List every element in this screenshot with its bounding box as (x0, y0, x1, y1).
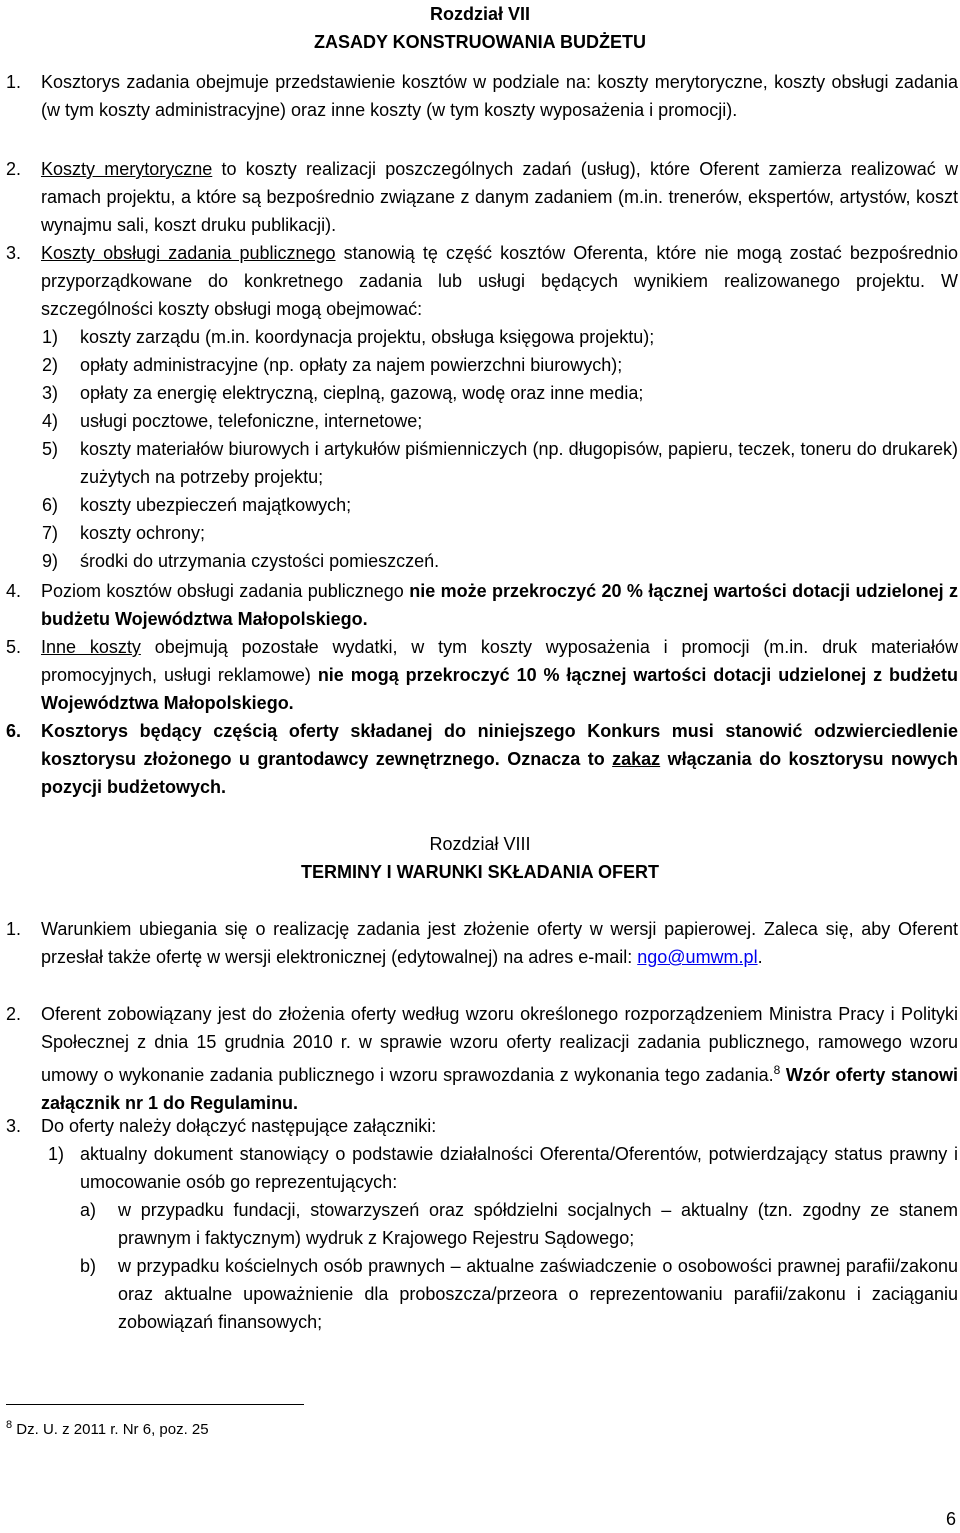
list-item-number: 2) (42, 355, 59, 375)
item-bold-text: nie mogą przekroczyć 10 % łącznej wartości dotacji udzielonej z budżetu Województwa Małopolskiego. (41, 665, 958, 713)
item-text: obejmują pozostałe wydatki, w tym koszty wyposażenia i promocji (m.in. druk materiałów promocyjnych, usługi reklamowe) (41, 637, 959, 685)
ch7-item-5 (0, 633, 960, 717)
list-item (0, 1140, 960, 1196)
chapter-7-subtitle: ZASADY KONSTRUOWANIA BUDŻETU (314, 32, 646, 52)
list-item (0, 435, 960, 491)
footnote-reference[interactable]: 8 (773, 1063, 781, 1077)
item-text: Kosztorys zadania obejmuje przedstawienie kosztów w podziale na: koszty merytoryczne, koszty obsługi zadania (w tym koszty administracyjne) oraz inne koszty (w tym koszty wyposażenia i promocji). (41, 72, 958, 120)
item-term: Koszty merytoryczne (41, 159, 213, 179)
list-item (0, 407, 960, 435)
chapter-7 (0, 0, 960, 56)
sub-list-item-letter: b) (80, 1256, 97, 1276)
list-item-number: 4) (42, 411, 59, 431)
list-item (0, 491, 960, 519)
item-number: 5. (6, 637, 22, 657)
item-term: Koszty obsługi zadania publicznego (41, 243, 336, 263)
sub-list-item (0, 1196, 960, 1252)
ch7-item-6 (0, 717, 960, 801)
ch7-item-3 (0, 239, 960, 575)
item-number: 1. (6, 72, 22, 92)
item-text-end: . (757, 947, 763, 967)
item-text: Do oferty należy dołączyć następujące załączniki: (41, 1116, 437, 1136)
item-text: stanowią tę część kosztów Oferenta, które nie mogą zostać bezpośrednio przyporządkowane do konkretnego zadania lub usługi będących wynikiem realizowanego projektu. W szczególności koszty obsługi mogą obejmować: (41, 243, 959, 319)
list-item-number: 1) (48, 1144, 65, 1164)
list-item-number: 5) (42, 439, 59, 459)
item-bold-underlined: zakaz (612, 749, 661, 769)
item-bold-text: Kosztorys będący częścią oferty składanej do niniejszego Konkurs musi stanowić odzwierciedlenie kosztorysu złożonego u grantodawcy zewnętrznego. Oznacza to (41, 721, 958, 769)
page-number: 6 (945, 1509, 956, 1529)
item-text: Poziom kosztów obsługi zadania publicznego (41, 581, 410, 601)
list-item (0, 547, 960, 575)
item-number: 1. (6, 919, 22, 939)
list-item-text: środki do utrzymania czystości pomieszczeń. (80, 551, 440, 571)
sub-list-item-letter: a) (80, 1200, 97, 1220)
item-text: Warunkiem ubiegania się o realizację zadania jest złożenie oferty w wersji papierowej. Zaleca się, aby Oferent przesłał także ofertę w wersji elektronicznej (edytowalnej) na adres e-mail: (41, 919, 958, 967)
item-text: to koszty realizacji poszczególnych zadań (usług), które Oferent zamierza realizować w ramach projektu, a które są bezpośrednio związane z danym zadaniem (m.in. trenerów, ekspertów, artystów, koszt wynajmu sali, koszt druku publikacji). (41, 159, 959, 235)
list-item-text: usługi pocztowe, telefoniczne, internetowe; (80, 411, 423, 431)
list-item-text: opłaty administracyjne (np. opłaty za najem powierzchni biurowych); (80, 355, 623, 375)
item-number: 3. (6, 1116, 22, 1136)
list-item-number: 6) (42, 495, 59, 515)
sub-list-item-text: w przypadku fundacji, stowarzyszeń oraz spółdzielni socjalnych – aktualny (tzn. zgodny ze stanem prawnym i faktycznym) wydruk z Krajowego Rejestru Sądowego; (118, 1200, 958, 1248)
item-number: 2. (6, 1004, 22, 1024)
sub-list-item-text: w przypadku kościelnych osób prawnych – aktualne zaświadczenie o osobowości prawnej parafii/zakonu oraz aktualne upoważnienie dla proboszcza/przeora o reprezentowaniu parafii/zakonu i zaciąganiu zobowiązań finansowych; (118, 1256, 958, 1332)
footnote (6, 1414, 209, 1441)
list-item-number: 9) (42, 551, 59, 571)
ch8-item-3 (0, 1112, 960, 1336)
list-item (0, 323, 960, 351)
list-item (0, 519, 960, 547)
item-text: Oferent zobowiązany jest do złożenia oferty według wzoru określonego rozporządzeniem Ministra Pracy i Polityki Społecznej z dnia 15 grudnia 2010 r. w sprawie wzoru oferty realizacji zadania publicznego, ramowego wzoru umowy o wykonanie zadania publicznego i wzoru sprawozdania z wykonania tego zadania. (41, 1004, 958, 1085)
item-number: 3. (6, 243, 22, 263)
list-item-number: 3) (42, 383, 59, 403)
footnote-separator (6, 1404, 304, 1405)
item-number: 4. (6, 581, 22, 601)
footnote-text: Dz. U. z 2011 r. Nr 6, poz. 25 (16, 1421, 209, 1438)
item-term: Inne koszty (41, 637, 141, 657)
ch7-item-4 (0, 577, 960, 633)
footnote-number: 8 (6, 1419, 13, 1431)
item-number: 2. (6, 159, 22, 179)
sub-list-item (0, 1252, 960, 1336)
chapter-7-title: Rozdział VII (429, 4, 530, 24)
list-item-text: koszty ochrony; (80, 523, 206, 543)
item-bold-text-end: włączania do kosztorysu nowych pozycji budżetowych. (41, 749, 958, 797)
chapter-8-subtitle: TERMINY I WARUNKI SKŁADANIA OFERT (301, 862, 659, 882)
list-item (0, 351, 960, 379)
chapter-8-title: Rozdział VIII (429, 834, 531, 854)
ch7-item-2 (0, 155, 960, 239)
email-link[interactable]: ngo@umwm.pl (637, 947, 758, 967)
ch7-item-1 (0, 68, 960, 124)
list-item-number: 1) (42, 327, 59, 347)
list-item-number: 7) (42, 523, 59, 543)
list-item-text: koszty ubezpieczeń majątkowych; (80, 495, 352, 515)
ch8-item-1 (0, 915, 960, 971)
item-bold-text: nie może przekroczyć 20 % łącznej wartości dotacji udzielonej z budżetu Województwa Małopolskiego. (41, 581, 958, 629)
ch8-item-2 (0, 1000, 960, 1117)
list-item-text: koszty materiałów biurowych i artykułów piśmienniczych (np. długopisów, papieru, teczek, toneru do drukarek) zużytych na potrzeby projektu; (80, 439, 958, 487)
list-item-text: koszty zarządu (m.in. koordynacja projektu, obsługa księgowa projektu); (80, 327, 655, 347)
item-number: 6. (6, 721, 22, 741)
item-bold-text: Wzór oferty stanowi załącznik nr 1 do Regulaminu. (41, 1065, 958, 1113)
list-item-text: opłaty za energię elektryczną, cieplną, gazową, wodę oraz inne media; (80, 383, 644, 403)
chapter-8 (0, 830, 960, 886)
list-item-text: aktualny dokument stanowiący o podstawie działalności Oferenta/Oferentów, potwierdzający status prawny i umocowanie osób go reprezentujących: (80, 1144, 958, 1192)
list-item (0, 379, 960, 407)
